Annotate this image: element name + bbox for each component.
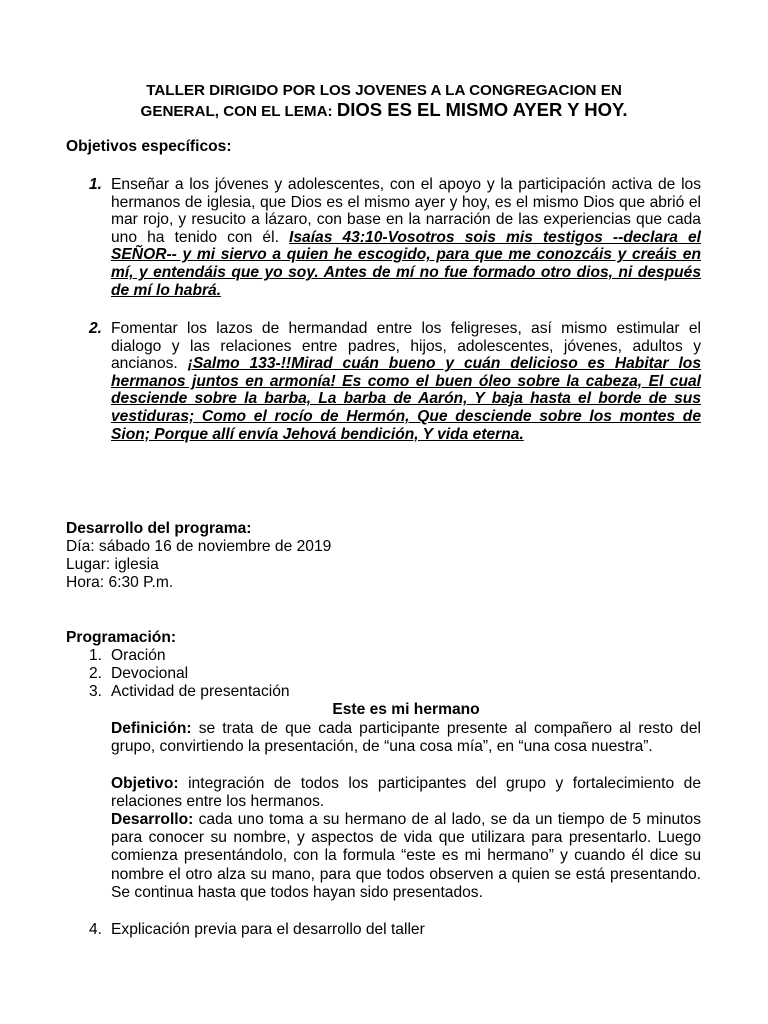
schedule-heading: Programación: [66, 629, 177, 646]
document-title [66, 81, 702, 121]
program-time: Hora: 6:30 P.m. [66, 574, 174, 591]
title-suffix: . [622, 99, 628, 120]
objective-2-number: 2. [89, 320, 103, 337]
schedule-item-2-number: 2. [89, 665, 103, 682]
title-lema: DIOS ES EL MISMO AYER Y HOY [336, 99, 623, 120]
schedule-item-2-label: Devocional [111, 665, 189, 682]
objectives-heading: Objetivos específicos: [66, 138, 232, 155]
schedule-item-1-number: 1. [89, 647, 103, 664]
objective-label: Objetivo: [111, 775, 179, 792]
schedule-item-4-label: Explicación previa para el desarrollo del taller [111, 921, 425, 938]
title-line-1: TALLER DIRIGIDO POR LOS JOVENES A LA CONGREGACION EN [146, 82, 622, 99]
activity-title: Este es mi hermano [332, 701, 480, 718]
schedule-item-4 [89, 921, 425, 939]
objective-1-paragraph [111, 176, 701, 299]
program-place: Lugar: iglesia [66, 556, 159, 573]
schedule-item-4-number: 4. [89, 921, 103, 938]
schedule-item-1 [89, 647, 166, 665]
objective-1-number: 1. [89, 176, 103, 193]
activity-objective [111, 775, 701, 811]
program-day: Día: sábado 16 de noviembre de 2019 [66, 538, 332, 555]
activity-definition [111, 720, 701, 756]
development-text: cada uno toma a su hermano de al lado, se da un tiempo de 5 minutos para conocer su nombre, y aspectos de vida que utilizara para presentarlo. Luego comienza presentándolo, con la formula “este es mi hermano” y cuando él dice su nombre el otro alza su mano, para que todos observen a quien se está presentando. Se continua hasta que todos hayan sido presentados. [111, 811, 701, 901]
objective-2-verse: ¡Salmo 133-!!Mirad cuán bueno y cuán delicioso es Habitar los hermanos juntos en armonía! Es como el buen óleo sobre la cabeza, El cual desciende sobre la barba, La barba de Aarón, Y baja hasta el borde de sus vestiduras; Como el rocío de Hermón, Que desciende sobre los montes de Sion; Porque allí envía Jehová bendición, Y vida eterna. [111, 355, 701, 443]
objective-2-text: Fomentar los lazos de hermandad entre los feligreses, así mismo estimular el dialogo y las relaciones entre padres, hijos, adolescentes, jóvenes, adultos y ancianos. [111, 320, 701, 373]
schedule-item-1-label: Oración [111, 647, 166, 664]
definition-text: se trata de que cada participante presente al compañero al resto del grupo, convirtiendo la presentación, de “una cosa mía”, en “una cosa nuestra”. [111, 720, 701, 756]
definition-label: Definición: [111, 720, 192, 737]
schedule-item-3 [89, 683, 290, 701]
schedule-item-2 [89, 665, 188, 683]
development-label: Desarrollo: [111, 811, 194, 828]
program-heading: Desarrollo del programa: [66, 520, 252, 537]
objective-1-text: Enseñar a los jóvenes y adolescentes, con el apoyo y la participación activa de los hermanos de iglesia, que Dios es el mismo ayer y hoy, es el mismo Dios que abrió el mar rojo, y resucito a lázaro, con base en la narración de las experiencias que cada uno ha tenido con él. [111, 176, 701, 246]
objective-2-paragraph [111, 320, 701, 443]
title-prefix: GENERAL, CON EL LEMA: [140, 103, 333, 120]
title-line-2 [66, 100, 702, 121]
objective-1-verse: Isaías 43:10-Vosotros sois mis testigos --declara el SEÑOR-- y mi siervo a quien he escogido, para que me conozcáis y creáis en mí, y entendáis que yo soy. Antes de mí no fue formado otro dios, ni después de mí lo habrá. [111, 228, 701, 299]
objective-text: integración de todos los participantes del grupo y fortalecimiento de relaciones entre los hermanos. [111, 775, 701, 811]
schedule-item-3-label: Actividad de presentación [111, 683, 290, 700]
schedule-item-3-number: 3. [89, 683, 103, 700]
activity-development [111, 811, 701, 902]
